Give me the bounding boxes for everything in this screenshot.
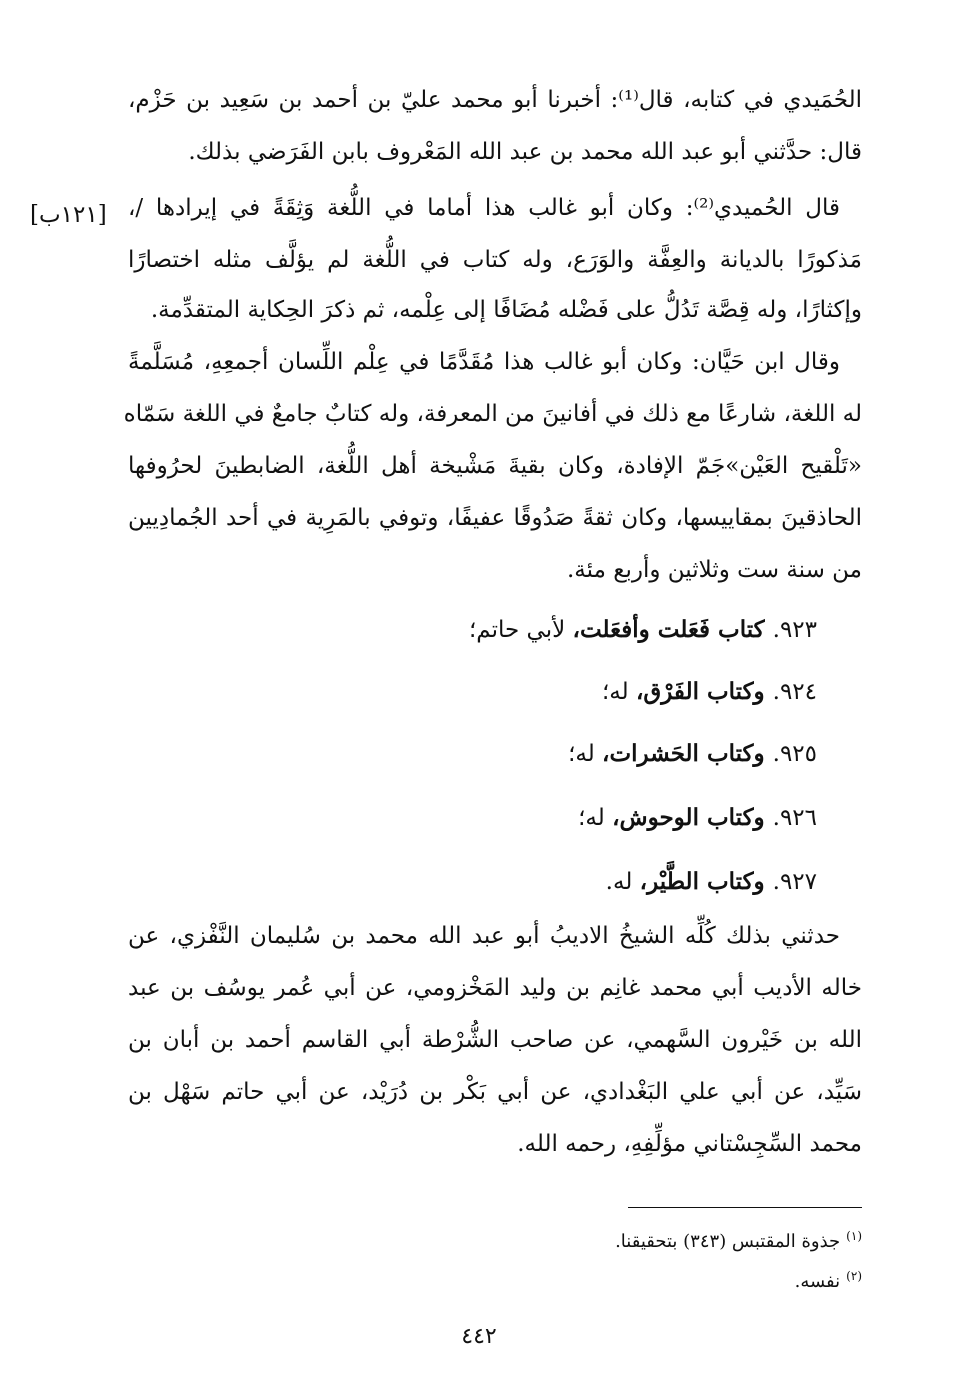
paragraph-1-line-1: الحُمَيدي في كتابه، قال⁽¹⁾: أخبرنا أبو محمد عليّ بن أحمد بن سَعِيد بن حَزْم، [128, 87, 862, 113]
footnote-mark: (١) [846, 1229, 862, 1243]
entry-title: وكتاب الحَشرات، [602, 740, 765, 767]
entry-title: وكتاب الطَّيْر، [639, 868, 765, 895]
footnote-text: نفسه. [794, 1271, 841, 1292]
paragraph-4-line-1: حدثني بذلك كُلِّه الشيخُ الاديبُ أبو عبد الله محمد بن سُليمان النَّفْزي، عن [128, 923, 840, 949]
entry-author: له؛ [568, 741, 603, 767]
paragraph-1-line-2: قال: حدَّثني أبو عبد الله محمد بن عبد الله المَعْروف بابن الفَرَضي بذلك. [188, 139, 862, 165]
entry-number: ٩٢٣. [772, 617, 817, 643]
paragraph-4-line-2: خاله الأديب أبي محمد غانِم بن وليد المَخْزومي، عن أبي عُمر يوسُف بن عبد [128, 975, 862, 1001]
entry-author: له؛ [578, 805, 613, 831]
entry-924 [128, 672, 862, 712]
entry-title: وكتاب الوحوش، [612, 804, 765, 831]
paragraph-3-line-4: الحاذقينَ بمقاييسها، وكان ثقةً صَدُوقًا عفيفًا، وتوفي بالمَرِية في أحد الجُمادِيين [128, 505, 862, 531]
paragraph-4-line-3: الله بن خَيْرون السَّهمي، عن صاحب الشُّرْطة أبي القاسم أحمد بن أبان بن [128, 1027, 862, 1053]
entry-author: لأبي حاتم؛ [468, 617, 573, 643]
footnote-mark: (٢) [846, 1269, 862, 1283]
paragraph-3-line-2: له اللغة، شارعًا مع ذلك في أفانينَ من المعرفة، وله كتابٌ جامعٌ في اللغة سَمّاه [123, 401, 862, 427]
entry-925 [128, 734, 862, 774]
footnote-text: جذوة المقتبس (٣٤٣) بتحقيقنا. [615, 1231, 841, 1252]
entry-title: كتاب فَعَلت وأفعَلت، [572, 616, 765, 643]
paragraph-3-line-3: «تَلْقيح العَيْن»جَمّ الإفادة، وكان بقيةَ مَشْيخة أهل اللُّغة، الضابطينَ لحرُوفها [128, 453, 862, 479]
paragraph-2-line-3: وإكثارًا، وله قِصَّة تَدُلُّ على فَضْله مُضَافًا إلى عِلْمه، ثم ذكرَ الحِكاية المتقدِّمة. [150, 297, 862, 323]
entry-author: له؛ [602, 679, 636, 705]
paragraph-2-line-1: قال الحُميدي⁽²⁾: وكان أبو غالب هذا أماما في اللُّغة وَثِقَةً في إيرادها /، [128, 195, 840, 221]
paragraph-4-line-5: محمد السِّجِسْتاني مؤلِّفِهِ، رحمه الله. [517, 1131, 862, 1157]
entry-author: له. [605, 869, 640, 895]
footnote-2 [128, 1262, 862, 1296]
entry-926 [128, 798, 862, 838]
folio-marker: [١٢١ب] [30, 202, 107, 228]
footnote-separator [628, 1207, 862, 1208]
entry-number: ٩٢٤. [772, 679, 817, 705]
footnote-1 [128, 1222, 862, 1256]
entry-number: ٩٢٦. [772, 805, 817, 831]
paragraph-3-line-1: وقال ابن حَيَّان: وكان أبو غالب هذا مُقَدَّمًا في عِلْم اللِّسان أجمعِهِ، مُسَلَّمةً [128, 349, 840, 375]
entry-number: ٩٢٥. [772, 741, 817, 767]
entry-927 [128, 862, 862, 902]
page-number: ٤٤٢ [461, 1324, 497, 1349]
entry-title: وكتاب الفَرْق، [635, 678, 765, 705]
paragraph-3-line-5: من سنة ست وثلاثين وأربع مئة. [566, 557, 862, 583]
paragraph-4-line-4: سَيِّد، عن أبي علي البَغْدادي، عن أبي بَكْر بن دُرَيْد، عن أبي حاتم سَهْل بن [128, 1079, 862, 1105]
entry-number: ٩٢٧. [772, 869, 817, 895]
paragraph-2-line-2: مَذكورًا بالديانة والعِفَّة والوَرَع، وله كتاب في اللُّغة لم يؤلَّف مثله اختصارًا [128, 247, 862, 273]
entry-923 [128, 610, 862, 650]
